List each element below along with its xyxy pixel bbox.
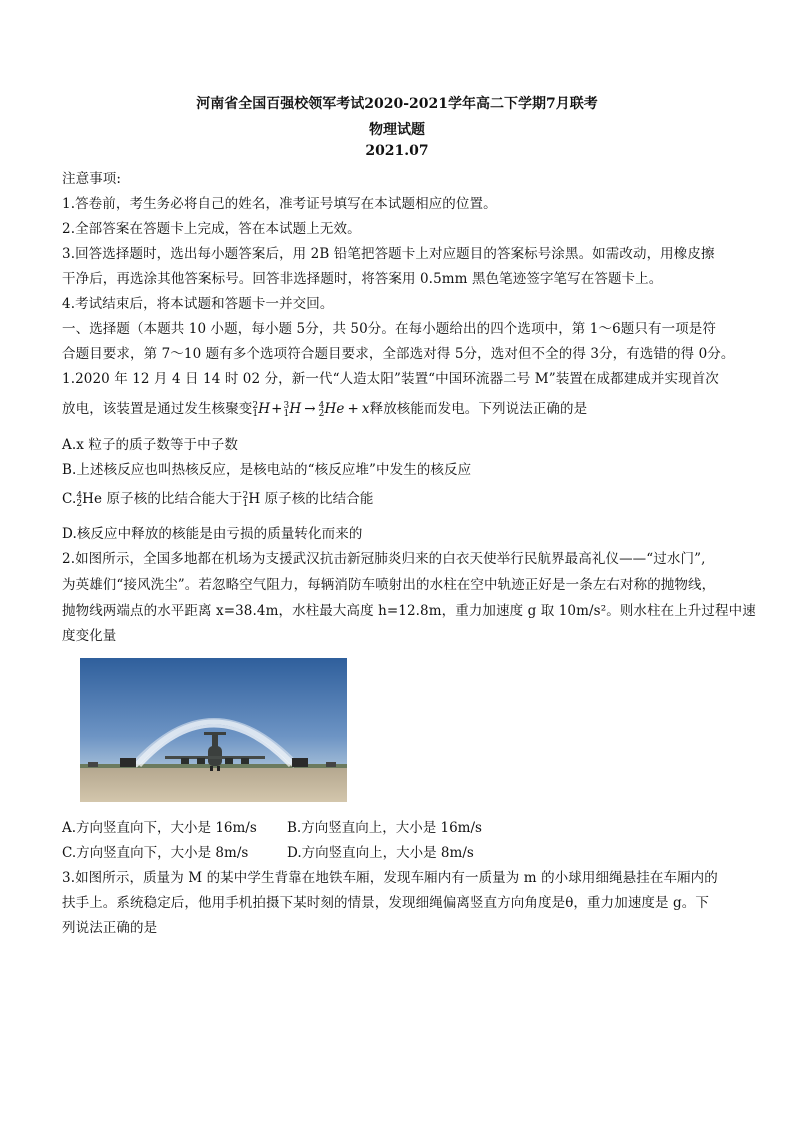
q2-stem-4: 度变化量 <box>62 628 117 644</box>
q1-c-h-mass: 2 <box>242 490 249 501</box>
q1-stem: 1.2020 年 12 月 4 日 14 时 02 分，新一代“人造太阳”装置“中国环流器二号 M”装置在成都建成并实现首次 <box>62 371 719 387</box>
q1-c-h-num: 1 <box>242 498 249 509</box>
eq-plus-1: + <box>271 401 283 417</box>
note-item-3: 3.回答选择题时，选出每小题答案后，用 2B 铅笔把答题卡上对应题目的答案标号涂黑。如需改动，用橡皮擦 <box>62 246 715 262</box>
eq-c-mass: 4 <box>318 400 325 411</box>
eq-a-sym: H <box>258 401 271 417</box>
q2-option-c: C.方向竖直向下，大小是 8m/s <box>62 845 249 861</box>
exam-date: 2021.07 <box>365 143 429 159</box>
q2-option-b: B.方向竖直向上，大小是 16m/s <box>287 820 482 836</box>
eq-arrow: → <box>304 401 316 417</box>
eq-c-sym: He <box>324 401 345 417</box>
q1-option-c-post: H 原子核的比结合能 <box>248 491 374 507</box>
q3-stem-3: 列说法正确的是 <box>62 920 158 936</box>
water-salute-photo <box>80 658 347 802</box>
eq-b-sym: H <box>289 401 302 417</box>
section-1-instructions-cont: 合题目要求，第 7～10 题有多个选项符合题目要求，全部选对得 5分，选对但不全的得 3分，有选错的得 0分。 <box>62 346 735 362</box>
eq-b-mass: 3 <box>283 400 290 411</box>
q2-option-d: D.方向竖直向上，大小是 8m/s <box>287 845 474 861</box>
exam-subject: 物理试题 <box>369 122 425 138</box>
q1-option-d: D.核反应中释放的核能是由亏损的质量转化而来的 <box>62 526 363 542</box>
q1-stem-pre: 放电，该装置是通过发生核聚变 <box>62 401 253 417</box>
q2-stem-2: 为英雄们“接风洗尘”。若忽略空气阻力，每辆消防车喷射出的水柱在空中轨迹正好是一条左右对称的抛物线， <box>62 577 716 593</box>
eq-x-sym: x <box>361 401 370 417</box>
eq-c-num: 2 <box>318 408 325 419</box>
eq-plus-2: + <box>347 401 359 417</box>
q1-option-c <box>62 487 734 508</box>
q1-stem-post: 释放核能而发电。下列说法正确的是 <box>369 401 588 417</box>
q1-option-a: A.x 粒子的质子数等于中子数 <box>62 437 238 453</box>
eq-a-num: 1 <box>252 408 259 419</box>
note-item-1: 1.答卷前，考生务必将自己的姓名，准考证号填写在本试题相应的位置。 <box>62 196 497 212</box>
q1-c-he-num: 2 <box>76 498 83 509</box>
q1-option-c-pre: C. <box>62 491 77 507</box>
q3-stem-2: 扶手上。系统稳定后，他用手机拍摄下某时刻的情景，发现细绳偏离竖直方向角度是θ，重力加速度是 g。下 <box>62 895 709 911</box>
note-item-3-cont: 干净后，再选涂其他答案标号。回答非选择题时，将答案用 0.5mm 黑色笔迹签字笔写在答题卡上。 <box>62 271 663 287</box>
section-1-instructions: 一、选择题（本题共 10 小题，每小题 5分，共 50分。在每小题给出的四个选项中，第 1～6题只有一项是符 <box>62 321 716 337</box>
q2-stem-1: 2.如图所示，全国多地都在机场为支援武汉抗击新冠肺炎归来的白衣天使举行民航界最高礼仪——“过水门”, <box>62 551 706 567</box>
eq-b-num: 1 <box>283 408 290 419</box>
q2-stem-3: 抛物线两端点的水平距离 x=38.4m，水柱最大高度 h=12.8m，重力加速度 g 取 10m/s²。则水柱在上升过程中速 <box>62 603 756 619</box>
q1-option-c-mid: He 原子核的比结合能大于 <box>82 491 243 507</box>
q1-option-b: B.上述核反应也叫热核反应，是核电站的“核反应堆”中发生的核反应 <box>62 462 472 478</box>
q2-option-a: A.方向竖直向下，大小是 16m/s <box>62 820 257 836</box>
note-item-4: 4.考试结束后，将本试题和答题卡一并交回。 <box>62 296 334 312</box>
notes-heading: 注意事项: <box>62 171 122 187</box>
q3-stem-1: 3.如图所示，质量为 M 的某中学生背靠在地铁车厢，发现车厢内有一质量为 m 的小球用细绳悬挂在车厢内的 <box>62 870 718 886</box>
water-salute-illustration <box>80 658 347 802</box>
exam-title: 河南省全国百强校领军考试2020-2021学年高二下学期7月联考 <box>196 96 598 112</box>
q1-c-he-mass: 4 <box>76 490 83 501</box>
note-item-2: 2.全部答案在答题卡上完成，答在本试题上无效。 <box>62 221 361 237</box>
eq-a-mass: 2 <box>252 400 259 411</box>
q1-stem-formula-line <box>62 397 734 418</box>
fusion-equation <box>252 401 369 417</box>
